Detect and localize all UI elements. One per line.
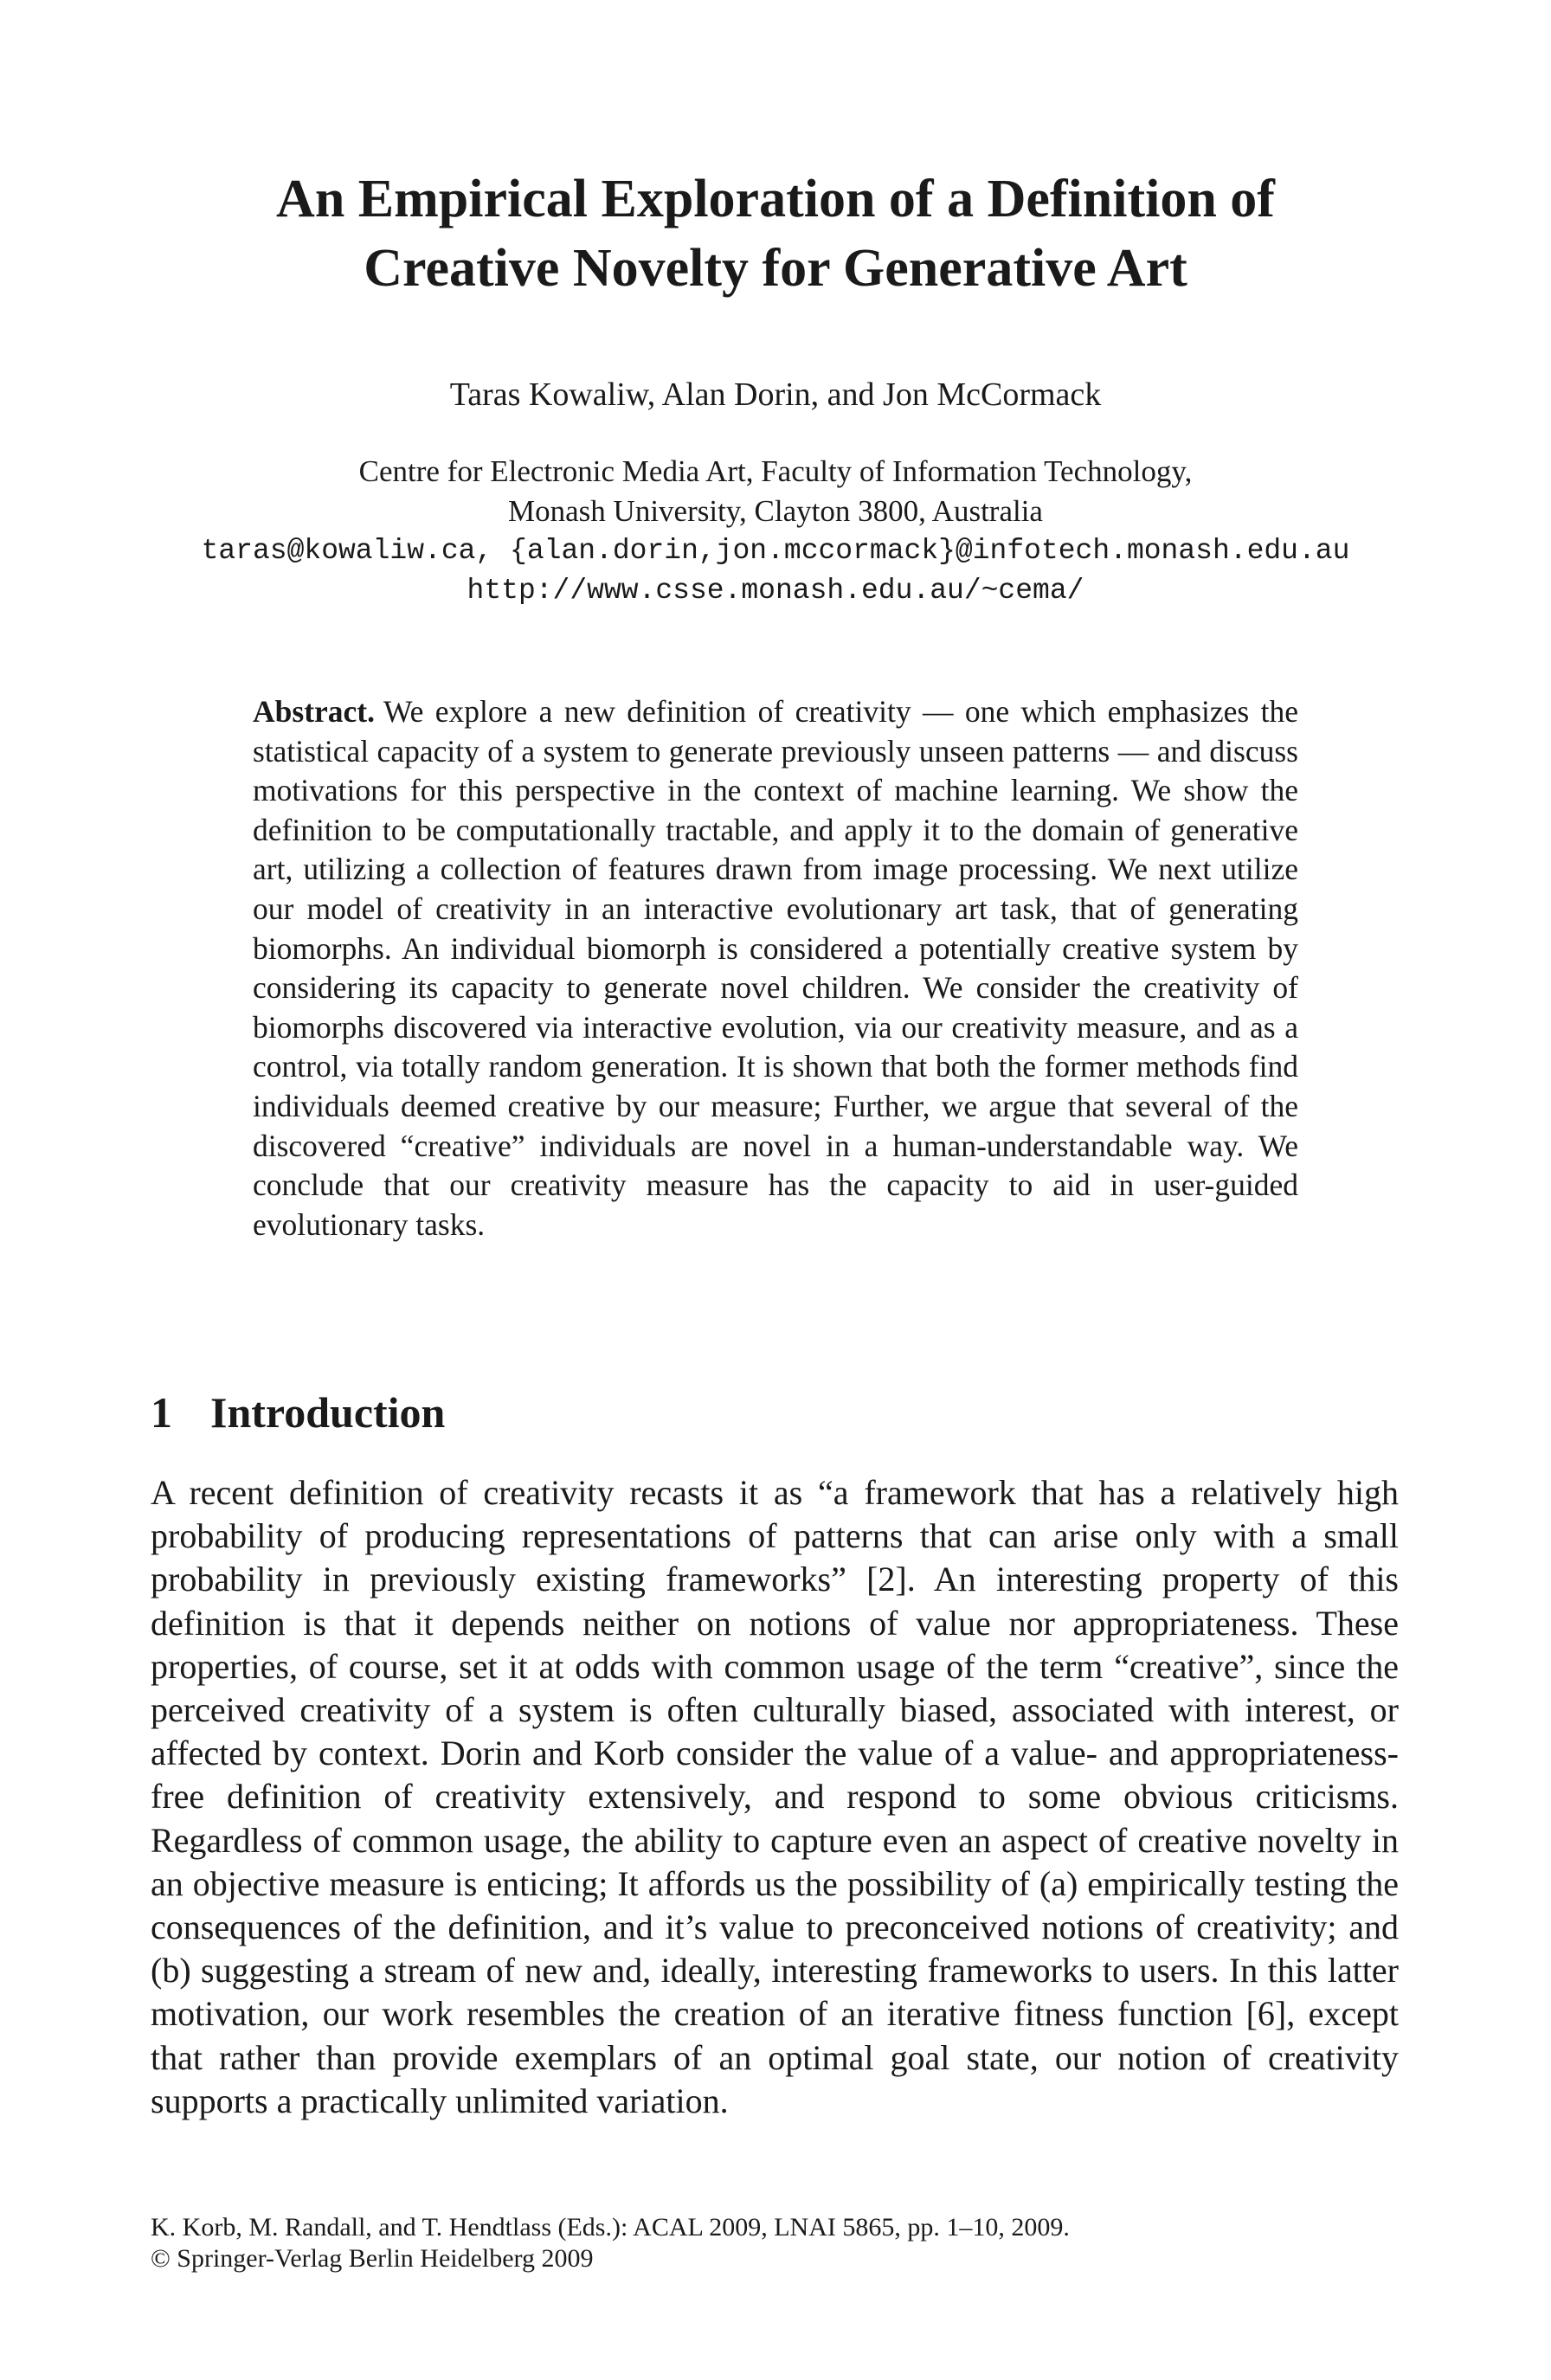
author-list: Taras Kowaliw, Alan Dorin, and Jon McCormack <box>449 376 1102 413</box>
section-number: 1 <box>151 1388 172 1437</box>
paper-title <box>130 164 1421 303</box>
abstract-text: We explore a new definition of creativity — one which emphasizes the statistical capacity of a system to generate previously unseen patterns — and discuss motivations for this perspective in the context of machine learning. We show the definition to be computationally tractable, and apply it to the domain of generative art, utilizing a collection of features drawn from image processing. We next utilize our model of creativity in an interactive evolutionary art task, that of generating biomorphs. An individual biomorph is considered a potentially creative system by considering its capacity to generate novel children. We consider the creativity of biomorphs discovered via interactive evolution, via our creativity measure, and as a control, via totally random generation. It is shown that both the former methods find individuals deemed creative by our measure; Further, we argue that several of the discovered “creative” individuals are novel in a human-understandable way. We conclude that our creativity measure has the capacity to aid in user-guided evolutionary tasks. <box>253 694 1298 1242</box>
affiliation-line-1: Centre for Electronic Media Art, Faculty of Information Technology, <box>358 454 1193 488</box>
abstract-label: Abstract. <box>253 694 375 729</box>
footer-copyright: © Springer-Verlag Berlin Heidelberg 2009 <box>151 2244 594 2273</box>
footer-citation: K. Korb, M. Randall, and T. Hendtlass (Eds.): ACAL 2009, LNAI 5865, pp. 1–10, 2009. <box>151 2213 1070 2242</box>
section-heading-introduction <box>151 1386 445 1438</box>
author-emails: taras@kowaliw.ca, {alan.dorin,jon.mccormack}@infotech.monash.edu.au <box>201 535 1350 567</box>
affiliation-line-2: Monash University, Clayton 3800, Australia <box>508 494 1043 528</box>
affiliation-block <box>130 452 1421 611</box>
abstract <box>253 692 1298 1245</box>
publication-footer <box>151 2212 1399 2274</box>
section-title: Introduction <box>210 1388 446 1437</box>
title-line-1: An Empirical Exploration of a Definition of <box>276 170 1275 228</box>
introduction-paragraph: A recent definition of creativity recasts it as “a framework that has a relatively high probability of producing representations of patterns that can arise only with a small probability in previously existing frameworks” [2]. An interesting property of this definition is that it depends neither on notions of value nor appropriateness. These properties, of course, set it at odds with common usage of the term “creative”, since the perceived creativity of a system is often culturally biased, associated with interest, or affected by context. Dorin and Korb consider the value of a value- and appropriateness-free definition of creativity extensively, and respond to some obvious criticisms. Regardless of common usage, the ability to capture even an aspect of creative novelty in an objective measure is enticing; It affords us the possibility of (a) empirically testing the consequences of the definition, and it’s value to preconceived notions of creativity; and (b) suggesting a stream of new and, ideally, interesting frameworks to users. In this latter motivation, our work resembles the creation of an iterative fitness function [6], except that rather than provide exemplars of an optimal goal state, our notion of creativity supports a practically unlimited variation. <box>151 1473 1399 2120</box>
title-line-2: Creative Novelty for Generative Art <box>364 239 1187 298</box>
group-url: http://www.csse.monash.edu.au/~cema/ <box>467 575 1084 607</box>
